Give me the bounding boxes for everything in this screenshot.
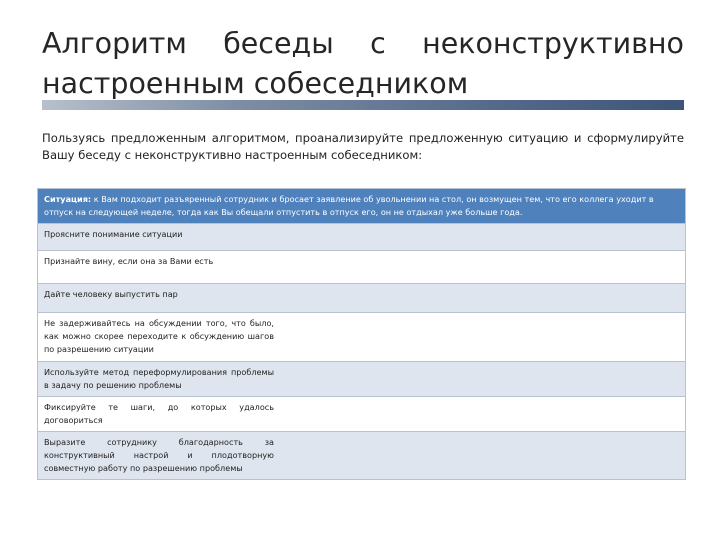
step-text: Не задерживайтесь на обсуждении того, что было, как можно скорее переходите к обсуждению шагов по разрешению ситуации xyxy=(44,318,274,354)
table-row xyxy=(38,362,686,397)
step-cell xyxy=(38,251,686,284)
slide-title xyxy=(42,24,684,104)
table-row xyxy=(38,313,686,362)
slide-title-line-1: Алгоритм беседы с неконструктивно xyxy=(42,27,684,60)
table-row xyxy=(38,432,686,480)
step-text: Используйте метод переформулирования проблемы в задачу по решению проблемы xyxy=(44,367,274,390)
step-cell xyxy=(38,224,686,251)
situation-text: к Вам подходит разъяренный сотрудник и бросает заявление об увольнении на стол, он возмущен тем, что его коллега уходит в отпуск на следующей неделе, тогда как Вы обещали отпустить в отпуск его, он не отдыхал уже больше года. xyxy=(44,194,654,217)
slide-title-line-2: настроенным собеседником xyxy=(42,67,469,100)
step-text: Дайте человеку выпустить пар xyxy=(44,289,178,299)
situation-row xyxy=(38,189,686,224)
table-row xyxy=(38,397,686,432)
step-text: Признайте вину, если она за Вами есть xyxy=(44,256,214,266)
step-cell xyxy=(38,313,686,362)
step-cell xyxy=(38,284,686,313)
table-row xyxy=(38,251,686,284)
step-text: Проясните понимание ситуации xyxy=(44,229,183,239)
table-row xyxy=(38,284,686,313)
table-row xyxy=(38,224,686,251)
situation-label: Ситуация: xyxy=(44,194,92,204)
situation-cell xyxy=(38,189,686,224)
title-underline-bar xyxy=(42,100,684,110)
step-cell xyxy=(38,397,686,432)
step-text: Фиксируйте те шаги, до которых удалось договориться xyxy=(44,402,274,425)
intro-paragraph: Пользуясь предложенным алгоритмом, проанализируйте предложенную ситуацию и сформулируйте Вашу беседу с неконструктивно настроенным собеседником: xyxy=(42,131,684,162)
step-cell xyxy=(38,362,686,397)
step-text: Выразите сотруднику благодарность за конструктивный настрой и плодотворную совместную работу по разрешению проблемы xyxy=(44,437,274,473)
step-cell xyxy=(38,432,686,480)
algorithm-table xyxy=(37,188,686,480)
